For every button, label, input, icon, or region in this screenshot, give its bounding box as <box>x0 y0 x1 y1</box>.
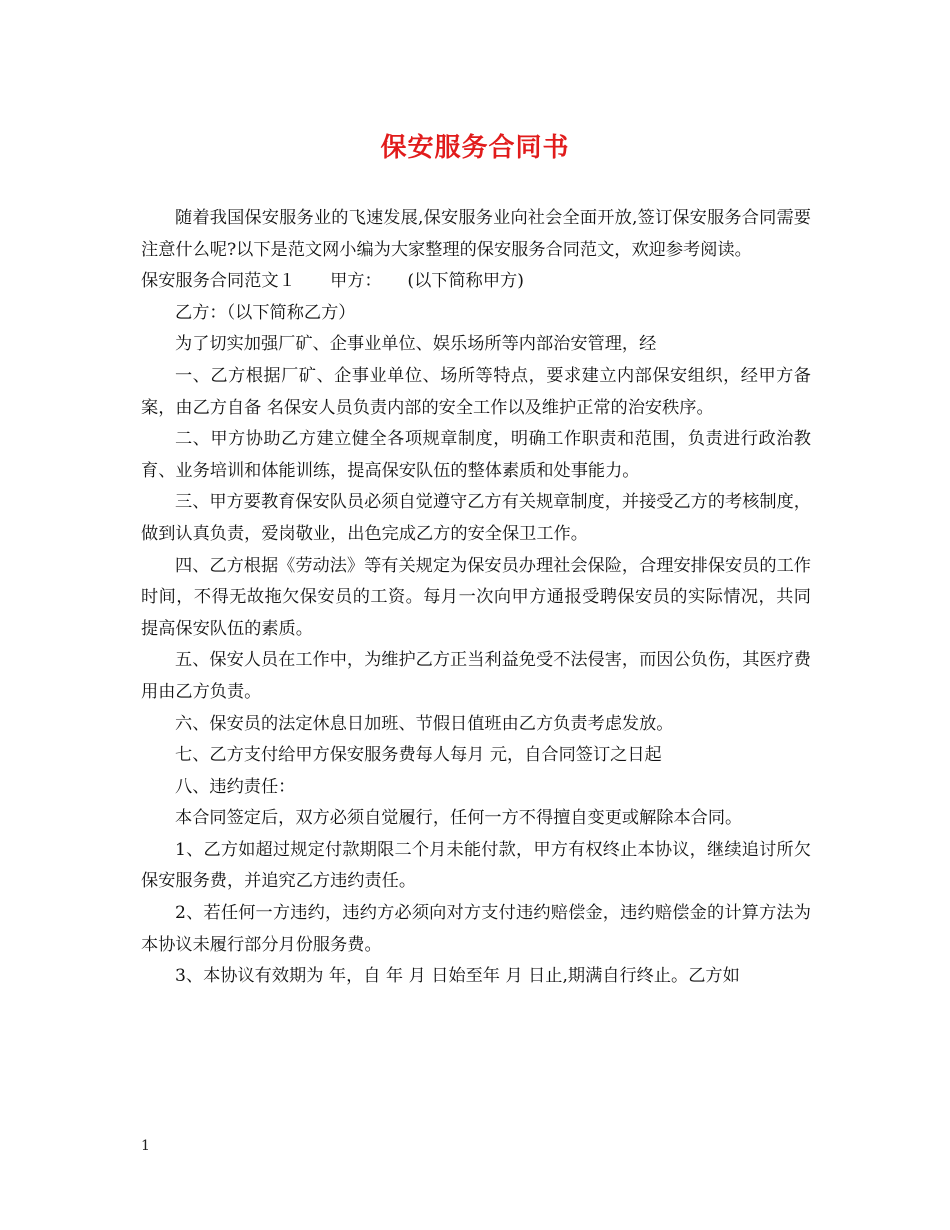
clause-4: 四、乙方根据《劳动法》等有关规定为保安员办理社会保险，合理安排保安员的工作时间，不得无故拖欠保安员的工资。每月一次向甲方通报受聘保安员的实际情况，共同提高保安队伍的素质。 <box>141 555 811 639</box>
breach-item-3: 3、本协议有效期为 年，自 年 月 日始至年 月 日止,期满自行终止。乙方如 <box>175 966 740 987</box>
intro-paragraph: 随着我国保安服务业的飞速发展,保安服务业向社会全面开放,签订保安服务合同需要注意什么呢?以下是范文网小编为大家整理的保安服务合同范文，欢迎参考阅读。 <box>141 208 811 260</box>
clause-5: 五、保安人员在工作中，为维护乙方正当利益免受不法侵害，而因公负伤，其医疗费用由乙方负责。 <box>141 650 811 702</box>
clause-6: 六、保安员的法定休息日加班、节假日值班由乙方负责考虑发放。 <box>175 713 674 734</box>
party-b-line: 乙方：（以下简称乙方） <box>175 302 356 323</box>
clause-7: 七、乙方支付给甲方保安服务费每人每月 元，自合同签订之日起 <box>175 745 662 766</box>
document-title: 保安服务合同书 <box>380 133 570 163</box>
document-body <box>141 203 811 993</box>
breach-item-1: 1、乙方如超过规定付款期限二个月未能付款，甲方有权终止本协议，继续追讨所欠保安服务费，并追究乙方违约责任。 <box>141 839 811 892</box>
clause-1: 一、乙方根据厂矿、企事业单位、场所等特点，要求建立内部保安组织，经甲方备案，由乙方自备 名保安人员负责内部的安全工作以及维护正常的治安秩序。 <box>141 365 811 418</box>
breach-intro: 本合同签定后，双方必须自觉履行，任何一方不得擅自变更或解除本合同。 <box>175 808 743 829</box>
contract-heading-line: 保安服务合同范文１ 甲方： (以下简称甲方) <box>141 271 524 292</box>
clause-3: 三、甲方要教育保安队员必须自觉遵守乙方有关规章制度，并接受乙方的考核制度，做到认真负责，爱岗敬业，出色完成乙方的安全保卫工作。 <box>141 492 811 544</box>
purpose-paragraph: 为了切实加强厂矿、企事业单位、娱乐场所等内部治安管理，经 <box>175 334 657 355</box>
clause-8-heading: 八、违约责任： <box>175 776 296 797</box>
breach-item-2: 2、若任何一方违约，违约方必须向对方支付违约赔偿金，违约赔偿金的计算方法为本协议未履行部分月份服务费。 <box>141 903 811 955</box>
page-number: 1 <box>141 1138 150 1154</box>
clause-2: 二、甲方协助乙方建立健全各项规章制度，明确工作职责和范围，负责进行政治教育、业务培训和体能训练，提高保安队伍的整体素质和处事能力。 <box>141 429 811 481</box>
